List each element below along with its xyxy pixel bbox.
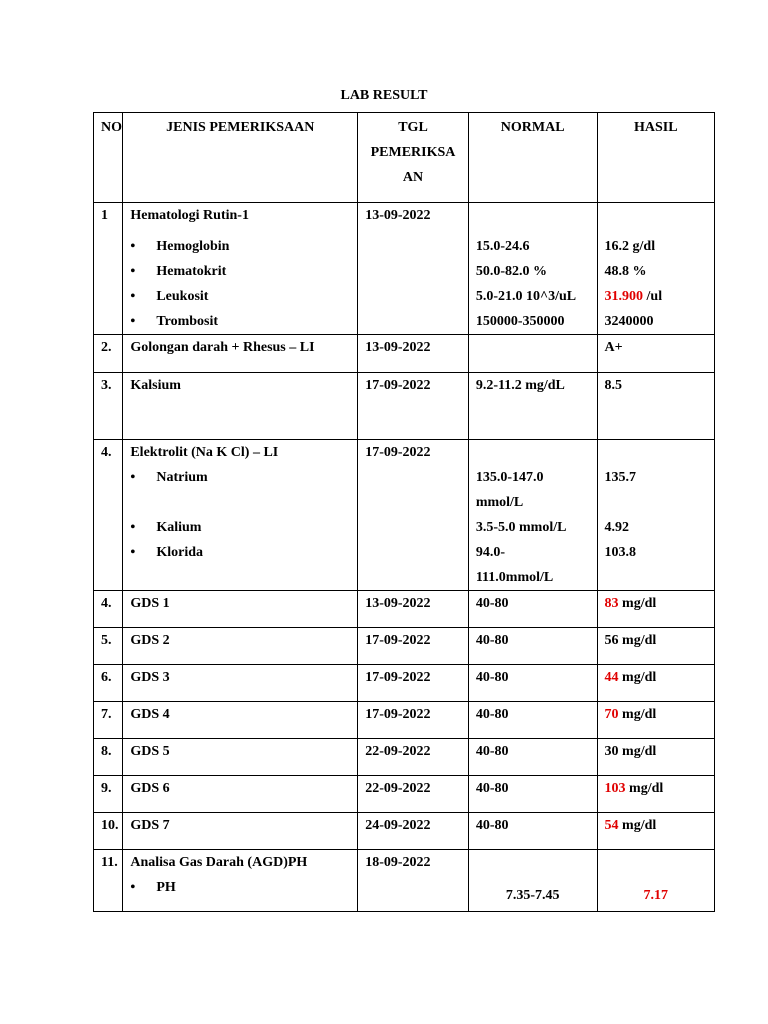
table-row xyxy=(94,702,715,739)
row-date: 18-09-2022 xyxy=(358,850,469,912)
row-test-name: GDS 6 xyxy=(123,776,358,813)
table-row xyxy=(94,440,715,591)
bullet-item: • Hematokrit xyxy=(130,259,350,284)
normal-value: 15.0-24.6 xyxy=(475,239,530,254)
row-date: 22-09-2022 xyxy=(358,776,469,813)
hasil-value: 3240000 xyxy=(604,314,654,329)
row-hasil xyxy=(597,628,714,665)
bullet-item: • Hemoglobin xyxy=(130,234,350,259)
row-hasil xyxy=(597,440,714,591)
hasil-unit: mg/dl xyxy=(618,707,657,722)
header-normal: NORMAL xyxy=(468,113,597,203)
row-date: 13-09-2022 xyxy=(358,335,469,373)
row-no: 8. xyxy=(94,739,123,776)
row-test-name xyxy=(123,203,358,335)
normal-value: 94.0- xyxy=(475,545,505,560)
header-tgl-line1: TGL xyxy=(398,120,428,135)
table-row xyxy=(94,850,715,912)
test-group-name: Elektrolit (Na K Cl) – LI xyxy=(130,445,279,460)
table-row xyxy=(94,335,715,373)
row-no: 1 xyxy=(94,203,123,335)
row-test-name: GDS 5 xyxy=(123,739,358,776)
hasil-value: 103.8 xyxy=(604,545,637,560)
page-title: LAB RESULT xyxy=(340,88,428,103)
hasil-unit: mg/dl xyxy=(618,818,657,833)
test-group-name: Analisa Gas Darah (AGD)PH xyxy=(130,855,308,870)
row-no: 2. xyxy=(94,335,123,373)
row-no: 5. xyxy=(94,628,123,665)
hasil-value: 30 mg/dl xyxy=(604,744,657,759)
hasil-unit: mg/dl xyxy=(618,596,657,611)
row-date: 13-09-2022 xyxy=(358,203,469,335)
hasil-unit: mg/dl xyxy=(618,670,657,685)
row-test-name: GDS 2 xyxy=(123,628,358,665)
abnormal-value: 83 xyxy=(604,596,619,611)
normal-value: 7.35-7.45 xyxy=(505,888,560,903)
row-hasil: A+ xyxy=(597,335,714,373)
table-header-row xyxy=(94,113,715,203)
abnormal-value: 54 xyxy=(604,818,619,833)
row-no: 7. xyxy=(94,702,123,739)
row-date: 17-09-2022 xyxy=(358,702,469,739)
normal-value: 150000-350000 xyxy=(475,314,565,329)
row-date: 17-09-2022 xyxy=(358,665,469,702)
row-no: 4. xyxy=(94,591,123,628)
table-row xyxy=(94,203,715,335)
row-date: 24-09-2022 xyxy=(358,813,469,850)
normal-value: mmol/L xyxy=(475,495,524,510)
abnormal-value: 103 xyxy=(604,781,626,796)
header-jenis: JENIS PEMERIKSAAN xyxy=(123,113,358,203)
bullet-item: • Natrium xyxy=(130,465,350,490)
normal-value: 5.0-21.0 10^3/uL xyxy=(475,289,577,304)
table-row xyxy=(94,665,715,702)
hasil-unit: /ul xyxy=(643,289,663,304)
row-test-name: GDS 3 xyxy=(123,665,358,702)
row-normal: 40-80 xyxy=(468,739,597,776)
row-normal xyxy=(468,850,597,912)
row-normal: 9.2-11.2 mg/dL xyxy=(468,373,597,440)
normal-value: 50.0-82.0 % xyxy=(475,264,547,279)
row-hasil xyxy=(597,203,714,335)
table-row xyxy=(94,373,715,440)
row-test-name xyxy=(123,440,358,591)
row-normal: 40-80 xyxy=(468,776,597,813)
normal-value: 3.5-5.0 mmol/L xyxy=(475,520,567,535)
row-hasil xyxy=(597,665,714,702)
table-row xyxy=(94,591,715,628)
header-tgl xyxy=(358,113,469,203)
abnormal-value: 7.17 xyxy=(643,888,669,903)
header-tgl-line3: AN xyxy=(402,170,424,185)
row-hasil: 8.5 xyxy=(597,373,714,440)
row-hasil xyxy=(597,591,714,628)
bullet-item: • PH xyxy=(130,875,350,900)
hasil-value: 4.92 xyxy=(604,520,630,535)
bullet-item: • Klorida xyxy=(130,540,350,565)
row-test-name: GDS 1 xyxy=(123,591,358,628)
bullet-item: • Kalium xyxy=(130,515,350,540)
row-no: 3. xyxy=(94,373,123,440)
row-date: 13-09-2022 xyxy=(358,591,469,628)
row-normal xyxy=(468,203,597,335)
row-no: 6. xyxy=(94,665,123,702)
hasil-value: 56 mg/dl xyxy=(604,633,657,648)
test-group-name: Hematologi Rutin-1 xyxy=(130,208,249,223)
normal-value: 111.0mmol/L xyxy=(475,570,554,585)
abnormal-value: 44 xyxy=(604,670,619,685)
row-normal: 40-80 xyxy=(468,813,597,850)
row-test-name: GDS 7 xyxy=(123,813,358,850)
bullet-item: • Leukosit xyxy=(130,284,350,309)
row-test-name: Kalsium xyxy=(123,373,358,440)
abnormal-value: 31.900 xyxy=(604,289,644,304)
row-date: 17-09-2022 xyxy=(358,440,469,591)
table-row xyxy=(94,739,715,776)
table-row xyxy=(94,776,715,813)
lab-result-table xyxy=(93,112,715,912)
header-hasil: HASIL xyxy=(597,113,714,203)
row-test-name: GDS 4 xyxy=(123,702,358,739)
header-tgl-line2: PEMERIKSA xyxy=(370,145,456,160)
hasil-value xyxy=(605,284,707,309)
hasil-unit: mg/dl xyxy=(625,781,664,796)
row-hasil xyxy=(597,702,714,739)
row-date: 17-09-2022 xyxy=(358,628,469,665)
hasil-value: 48.8 % xyxy=(604,264,647,279)
row-test-name xyxy=(123,850,358,912)
row-hasil xyxy=(597,850,714,912)
table-row xyxy=(94,628,715,665)
row-test-name: Golongan darah + Rhesus – LI xyxy=(123,335,358,373)
row-normal: 40-80 xyxy=(468,702,597,739)
table-row xyxy=(94,813,715,850)
row-no: 10. xyxy=(94,813,123,850)
abnormal-value: 70 xyxy=(604,707,619,722)
row-date: 17-09-2022 xyxy=(358,373,469,440)
row-hasil xyxy=(597,813,714,850)
header-no: NO xyxy=(94,113,123,203)
row-no: 11. xyxy=(94,850,123,912)
hasil-value: 16.2 g/dl xyxy=(604,239,656,254)
row-normal: 40-80 xyxy=(468,665,597,702)
row-normal xyxy=(468,335,597,373)
row-hasil xyxy=(597,739,714,776)
row-hasil xyxy=(597,776,714,813)
bullet-item: • Trombosit xyxy=(130,309,350,334)
row-no: 9. xyxy=(94,776,123,813)
normal-value: 135.0-147.0 xyxy=(475,470,544,485)
row-normal xyxy=(468,440,597,591)
row-normal: 40-80 xyxy=(468,591,597,628)
hasil-value: 135.7 xyxy=(604,470,637,485)
row-no: 4. xyxy=(94,440,123,591)
row-normal: 40-80 xyxy=(468,628,597,665)
row-date: 22-09-2022 xyxy=(358,739,469,776)
